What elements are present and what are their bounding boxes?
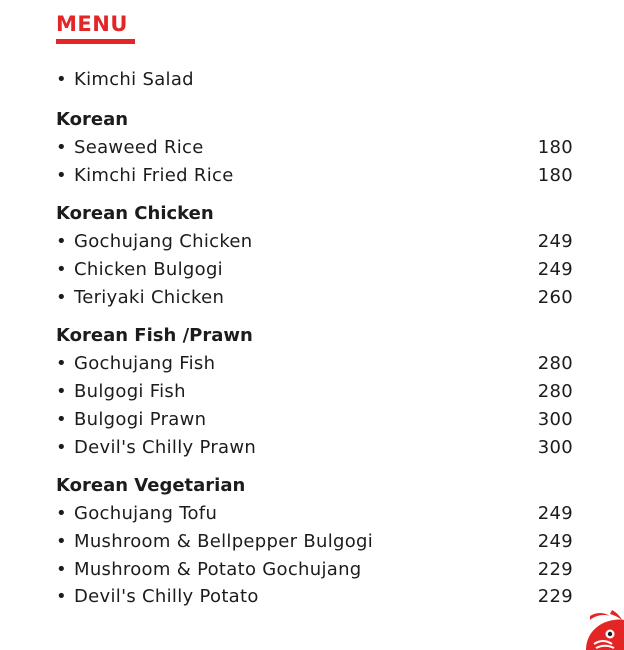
menu-item [56, 433, 576, 461]
menu-item-price: 280 [537, 353, 573, 375]
menu-item-name: Gochujang Chicken [74, 231, 253, 253]
menu-item [56, 528, 576, 556]
bullet: • [56, 586, 67, 608]
menu-item-price: 300 [537, 408, 573, 430]
menu-item [56, 161, 576, 189]
menu-item [56, 350, 576, 378]
menu-item-price: 249 [537, 231, 573, 253]
section-heading: Korean [56, 108, 129, 130]
bullet: • [56, 137, 67, 159]
menu-item-name: Bulgogi Fish [74, 381, 186, 403]
fish-logo-shape [586, 610, 624, 650]
menu-item [56, 66, 576, 94]
title-underline [56, 39, 135, 44]
bullet: • [56, 353, 67, 375]
menu-item [56, 500, 576, 528]
menu-section-korean-chicken [56, 200, 576, 311]
bullet: • [56, 408, 67, 430]
fish-logo-icon [580, 608, 624, 650]
menu-item-name: Devil's Chilly Potato [74, 586, 259, 608]
menu-item [56, 134, 576, 162]
menu-item-price: 249 [537, 259, 573, 281]
menu-item [56, 378, 576, 406]
menu-item-name: Kimchi Salad [74, 69, 194, 91]
bullet: • [56, 286, 67, 308]
menu-item [56, 256, 576, 284]
menu-item-name: Chicken Bulgogi [74, 259, 223, 281]
section-heading: Korean Chicken [56, 203, 214, 225]
menu-item [56, 283, 576, 311]
menu-section-korean [56, 106, 576, 189]
bullet: • [56, 259, 67, 281]
bullet: • [56, 381, 67, 403]
menu-item-name: Kimchi Fried Rice [74, 164, 234, 186]
page-title: MENU [56, 12, 128, 36]
bullet: • [56, 231, 67, 253]
bullet: • [56, 558, 67, 580]
menu-item-price: 249 [537, 503, 573, 525]
menu-item-name: Devil's Chilly Prawn [74, 436, 257, 458]
menu-item-name: Teriyaki Chicken [74, 286, 225, 308]
menu-item [56, 555, 576, 583]
menu-item-name: Mushroom & Potato Gochujang [74, 558, 362, 580]
menu-item-price: 280 [537, 381, 573, 403]
bullet: • [56, 164, 67, 186]
menu-item-price: 180 [537, 137, 573, 159]
menu-item-price: 229 [537, 586, 573, 608]
section-heading: Korean Fish /Prawn [56, 325, 253, 347]
menu-content [56, 66, 576, 611]
menu-item-name: Bulgogi Prawn [74, 408, 207, 430]
menu-item-price: 229 [537, 558, 573, 580]
menu-item-name: Mushroom & Bellpepper Bulgogi [74, 530, 374, 552]
menu-item [56, 406, 576, 434]
section-heading: Korean Vegetarian [56, 474, 246, 496]
menu-item-price: 180 [537, 164, 573, 186]
bullet: • [56, 503, 67, 525]
menu-section-intro [56, 66, 576, 94]
menu-header [56, 12, 135, 44]
menu-item [56, 583, 576, 611]
menu-item-price: 300 [537, 436, 573, 458]
bullet: • [56, 69, 67, 91]
menu-item [56, 228, 576, 256]
menu-item-name: Seaweed Rice [74, 137, 204, 159]
menu-section-korean-fish-prawn [56, 322, 576, 461]
menu-item-name: Gochujang Fish [74, 353, 216, 375]
menu-section-korean-vegetarian [56, 472, 576, 611]
menu-item-price: 249 [537, 530, 573, 552]
bullet: • [56, 530, 67, 552]
menu-item-price: 260 [537, 286, 573, 308]
bullet: • [56, 436, 67, 458]
menu-item-name: Gochujang Tofu [74, 503, 218, 525]
